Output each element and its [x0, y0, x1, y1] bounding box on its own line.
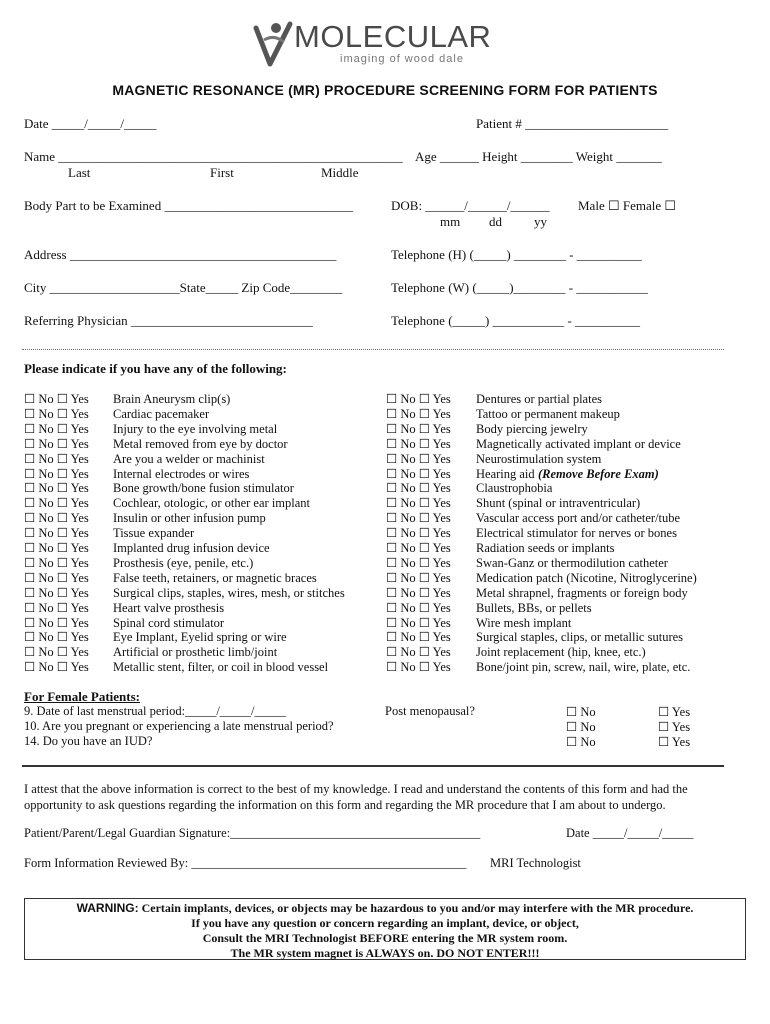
right-item-label: Tattoo or permanent makeup	[476, 406, 620, 421]
form-title: MAGNETIC RESONANCE (MR) PROCEDURE SCREENING FORM FOR PATIENTS	[112, 82, 658, 98]
dob-mm-label: mm	[440, 214, 461, 229]
left-no-yes-checkbox[interactable]: ☐ No ☐ Yes	[24, 511, 89, 526]
right-item-label: Neurostimulation system	[476, 451, 602, 466]
left-no-yes-checkbox[interactable]: ☐ No ☐ Yes	[24, 526, 89, 541]
right-no-yes-checkbox[interactable]: ☐ No ☐ Yes	[386, 466, 451, 481]
left-no-yes-checkbox[interactable]: ☐ No ☐ Yes	[24, 406, 89, 421]
right-item-label: Electrical stimulator for nerves or bones	[476, 526, 677, 541]
right-no-yes-checkbox[interactable]: ☐ No ☐ Yes	[386, 660, 451, 675]
right-item-label: Radiation seeds or implants	[476, 541, 615, 555]
q10-yes-checkbox[interactable]: ☐ Yes	[658, 720, 691, 734]
section-heading: Please indicate if you have any of the following:	[24, 361, 287, 376]
mri-technologist-label: MRI Technologist	[490, 856, 581, 870]
logo-wordmark: MOLECULAR	[294, 19, 492, 54]
q10-no-checkbox[interactable]: ☐ No	[566, 720, 596, 734]
right-no-yes-checkbox[interactable]: ☐ No ☐ Yes	[386, 392, 451, 406]
divider	[22, 765, 724, 767]
left-no-yes-checkbox[interactable]: ☐ No ☐ Yes	[24, 615, 89, 630]
right-item-label: Wire mesh implant	[476, 615, 572, 630]
right-item-label: Swan-Ganz or thermodilution catheter	[476, 555, 668, 570]
hearing-aid-note: (Remove Before Exam)	[538, 466, 659, 481]
left-item-label: Implanted drug infusion device	[113, 541, 270, 555]
left-item-label: Artificial or prosthetic limb/joint	[113, 645, 278, 660]
telephone-home-field[interactable]: Telephone (H) (_____) ________ - __________	[391, 247, 642, 262]
left-no-yes-checkbox[interactable]: ☐ No ☐ Yes	[24, 600, 89, 615]
right-no-yes-checkbox[interactable]: ☐ No ☐ Yes	[386, 496, 451, 511]
name-first-label: First	[210, 165, 234, 180]
right-item-label: Bone/joint pin, screw, nail, wire, plate, etc.	[476, 660, 691, 675]
left-no-yes-checkbox[interactable]: ☐ No ☐ Yes	[24, 541, 89, 555]
q9-yes-checkbox[interactable]: ☐ Yes	[658, 705, 691, 719]
left-item-label: Metallic stent, filter, or coil in blood vessel	[113, 660, 329, 675]
warning-line-1: Certain implants, devices, or objects may be hazardous to you and/or may interfere with the MR procedure.	[138, 901, 694, 915]
telephone-work-field[interactable]: Telephone (W) (_____)________ - ___________	[391, 280, 648, 295]
dob-dd-label: dd	[489, 214, 502, 229]
body-part-field[interactable]: Body Part to be Examined _____________________________	[24, 198, 353, 213]
left-no-yes-checkbox[interactable]: ☐ No ☐ Yes	[24, 570, 89, 585]
warning-line-3: Consult the MRI Technologist BEFORE entering the MR system room.	[202, 931, 568, 945]
right-no-yes-checkbox[interactable]: ☐ No ☐ Yes	[386, 451, 451, 466]
warning-lead: WARNING:	[76, 901, 139, 915]
right-item-label: Bullets, BBs, or pellets	[476, 600, 592, 615]
reviewed-by-field[interactable]: Form Information Reviewed By: ____________________________________________	[24, 856, 467, 870]
signature-date-field[interactable]: Date _____/_____/_____	[566, 826, 694, 840]
right-no-yes-checkbox[interactable]: ☐ No ☐ Yes	[386, 555, 451, 570]
right-item-label: Medication patch (Nicotine, Nitroglycerine)	[476, 570, 697, 585]
right-item-label: Joint replacement (hip, knee, etc.)	[476, 645, 646, 660]
right-no-yes-checkbox[interactable]: ☐ No ☐ Yes	[386, 511, 451, 526]
right-item-label: Hearing aid	[476, 466, 535, 481]
warning-line-4: The MR system magnet is ALWAYS on. DO NOT ENTER!!!	[230, 946, 540, 960]
right-no-yes-checkbox[interactable]: ☐ No ☐ Yes	[386, 630, 451, 645]
logo-mark-icon	[250, 20, 294, 68]
q14-no-checkbox[interactable]: ☐ No	[566, 735, 596, 749]
left-no-yes-checkbox[interactable]: ☐ No ☐ Yes	[24, 496, 89, 511]
left-item-label: Heart valve prosthesis	[113, 600, 225, 615]
left-item-label: Surgical clips, staples, wires, mesh, or stitches	[113, 585, 345, 600]
left-no-yes-checkbox[interactable]: ☐ No ☐ Yes	[24, 585, 89, 600]
dob-yy-label: yy	[534, 214, 547, 229]
left-item-label: Cardiac pacemaker	[113, 406, 210, 421]
left-item-label: False teeth, retainers, or magnetic braces	[113, 570, 317, 585]
warning-line-2: If you have any question or concern regarding an implant, device, or object,	[191, 916, 579, 930]
patient-number-field[interactable]: Patient # ______________________	[476, 116, 669, 131]
left-no-yes-checkbox[interactable]: ☐ No ☐ Yes	[24, 436, 89, 451]
right-item-label: Magnetically activated implant or device	[476, 436, 681, 451]
left-item-label: Eye Implant, Eyelid spring or wire	[113, 630, 287, 645]
left-item-label: Are you a welder or machinist	[113, 451, 265, 466]
right-no-yes-checkbox[interactable]: ☐ No ☐ Yes	[386, 570, 451, 585]
left-no-yes-checkbox[interactable]: ☐ No ☐ Yes	[24, 645, 89, 660]
name-last-label: Last	[68, 165, 91, 180]
left-item-label: Insulin or other infusion pump	[113, 511, 266, 526]
company-logo	[250, 18, 492, 70]
female-heading: For Female Patients:	[24, 689, 140, 704]
left-no-yes-checkbox[interactable]: ☐ No ☐ Yes	[24, 660, 89, 675]
divider	[22, 349, 724, 350]
post-menopausal-label: Post menopausal?	[385, 704, 475, 718]
left-item-label: Brain Aneurysm clip(s)	[113, 392, 231, 406]
right-no-yes-checkbox[interactable]: ☐ No ☐ Yes	[386, 541, 451, 555]
logo-tagline: imaging of wood dale	[340, 53, 464, 65]
left-no-yes-checkbox[interactable]: ☐ No ☐ Yes	[24, 481, 89, 496]
right-no-yes-checkbox[interactable]: ☐ No ☐ Yes	[386, 406, 451, 421]
right-item-label: Shunt (spinal or intraventricular)	[476, 496, 641, 511]
right-no-yes-checkbox[interactable]: ☐ No ☐ Yes	[386, 421, 451, 436]
q9-no-checkbox[interactable]: ☐ No	[566, 705, 596, 719]
right-no-yes-checkbox[interactable]: ☐ No ☐ Yes	[386, 436, 451, 451]
right-no-yes-checkbox[interactable]: ☐ No ☐ Yes	[386, 615, 451, 630]
right-item-label: Claustrophobia	[476, 481, 553, 496]
left-item-label: Spinal cord stimulator	[113, 615, 225, 630]
name-field[interactable]: Name _____________________________________________________	[24, 149, 403, 164]
left-item-label: Injury to the eye involving metal	[113, 421, 278, 436]
left-item-label: Cochlear, otologic, or other ear implant	[113, 496, 311, 511]
referring-physician-field[interactable]: Referring Physician ____________________________	[24, 313, 313, 328]
signature-field[interactable]: Patient/Parent/Legal Guardian Signature:________________________________________	[24, 826, 481, 840]
telephone-field[interactable]: Telephone (_____) ___________ - __________	[391, 313, 640, 328]
right-no-yes-checkbox[interactable]: ☐ No ☐ Yes	[386, 600, 451, 615]
right-item-label: Vascular access port and/or catheter/tube	[476, 511, 681, 526]
left-no-yes-checkbox[interactable]: ☐ No ☐ Yes	[24, 392, 89, 406]
gender-field[interactable]: Male ☐ Female ☐	[578, 198, 677, 213]
name-middle-label: Middle	[321, 165, 359, 180]
right-item-label: Dentures or partial plates	[476, 392, 602, 406]
right-no-yes-checkbox[interactable]: ☐ No ☐ Yes	[386, 481, 451, 496]
left-item-label: Prosthesis (eye, penile, etc.)	[113, 555, 254, 570]
date-field[interactable]: Date _____/_____/_____	[24, 116, 157, 131]
right-item-label: Metal shrapnel, fragments or foreign body	[476, 585, 688, 600]
q14-yes-checkbox[interactable]: ☐ Yes	[658, 735, 691, 749]
warning-box	[24, 898, 746, 960]
left-no-yes-checkbox[interactable]: ☐ No ☐ Yes	[24, 466, 89, 481]
city-state-zip-field[interactable]: City ____________________State_____ Zip Code________	[24, 280, 343, 295]
q14-iud: 14. Do you have an IUD?	[24, 734, 153, 748]
q9-last-period[interactable]: 9. Date of last menstrual period:_____/_____/_____	[24, 704, 286, 718]
right-no-yes-checkbox[interactable]: ☐ No ☐ Yes	[386, 526, 451, 541]
age-height-weight-field[interactable]: Age ______ Height ________ Weight _______	[415, 149, 662, 164]
left-item-label: Tissue expander	[113, 526, 195, 541]
q10-pregnant: 10. Are you pregnant or experiencing a late menstrual period?	[24, 719, 334, 733]
right-item-label: Body piercing jewelry	[476, 421, 588, 436]
left-item-label: Metal removed from eye by doctor	[113, 436, 288, 451]
attestation-text: I attest that the above information is correct to the best of my knowledge. I read and understand the contents of this form and had the opportunity to ask questions regarding the information on this form and regarding the MR procedure that I am about to undergo.	[24, 782, 688, 812]
left-item-label: Internal electrodes or wires	[113, 466, 250, 481]
right-item-label: Surgical staples, clips, or metallic sutures	[476, 630, 684, 645]
left-no-yes-checkbox[interactable]: ☐ No ☐ Yes	[24, 421, 89, 436]
left-no-yes-checkbox[interactable]: ☐ No ☐ Yes	[24, 555, 89, 570]
dob-field[interactable]: DOB: ______/______/______	[391, 198, 550, 213]
left-no-yes-checkbox[interactable]: ☐ No ☐ Yes	[24, 630, 89, 645]
right-no-yes-checkbox[interactable]: ☐ No ☐ Yes	[386, 585, 451, 600]
right-no-yes-checkbox[interactable]: ☐ No ☐ Yes	[386, 645, 451, 660]
left-no-yes-checkbox[interactable]: ☐ No ☐ Yes	[24, 451, 89, 466]
address-field[interactable]: Address _________________________________________	[24, 247, 337, 262]
left-item-label: Bone growth/bone fusion stimulator	[113, 481, 294, 496]
